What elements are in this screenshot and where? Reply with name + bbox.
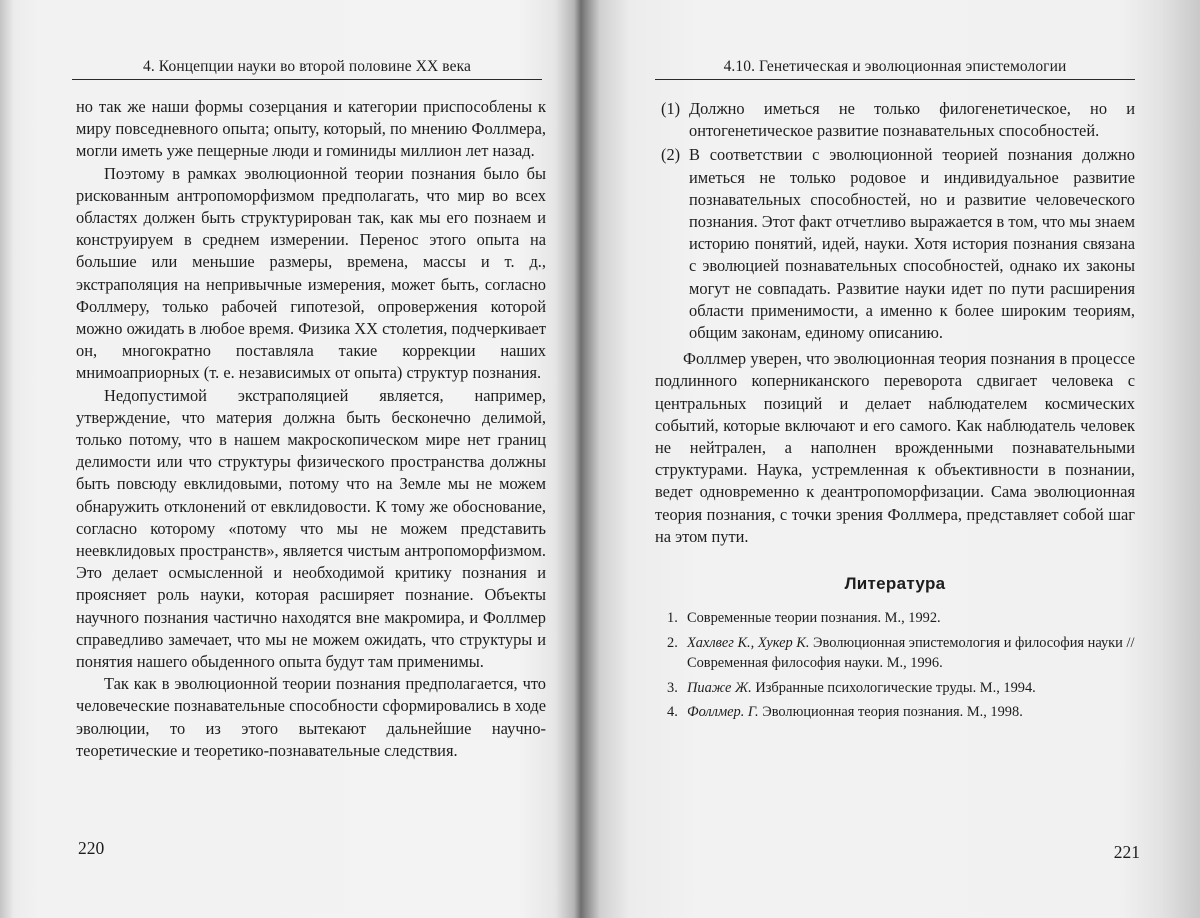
header-rule <box>655 79 1135 80</box>
item-text: В соответствии с эволюционной теорией познания должно иметься не только родовое и индивидуальное развитие познавательных способностей, но и развитие человеческого познания. Этот факт отчетливо выражается в том, что мы знаем историю понятий, идей, науки. Хотя история познания связана с эволюцией познавательных способностей, однако их законы могут не совпадать. Развитие науки идет по пути расширения области применимости, а именно к более широким теориям, общим законам, единому описанию. <box>689 145 1135 343</box>
header-rule <box>72 79 542 80</box>
literature-entry <box>655 608 1135 629</box>
entry-text: Эволюционная эпистемология и философия науки // Современная философия науки. М., 1996. <box>687 634 1135 672</box>
entry-number: 4. <box>667 704 678 721</box>
entry-text: Эволюционная теория познания. М., 1998. <box>758 704 1023 721</box>
numbered-item <box>655 144 1135 344</box>
literature-heading: Литература <box>844 574 946 594</box>
paragraph: Недопустимой экстраполяцией является, например, утверждение, что материя должна быть бесконечно делимой, только потому, что в нашем макроскопическом мире нет границ делимости или что структуры физического пространства должны быть повсюду евклидовыми, потому что на Земле мы не можем обнаружить отклонений от евклидовости. К тому же обоснование, согласно которому «потому что мы не можем представить неевклидовых пространств», является чистым антропоморфизмом. Это делает осмысленной и необходимой критику познания и проясняет роль науки, которая расширяет познание. Объекты научного познания частично находятся вне макромира, и Фоллмер справедливо замечает, что мы не можем ожидать, что структуры и понятия нашего обыденного опыта будут там применимы. <box>76 385 546 672</box>
literature-entry <box>655 678 1135 699</box>
running-head: 4.10. Генетическая и эволюционная эпистемологии <box>723 58 1067 75</box>
numbered-item <box>655 98 1135 142</box>
page-body <box>76 96 546 762</box>
paragraph: но так же наши формы созерцания и категории приспособлены к миру повседневного опыта; опыту, который, по мнению Фоллмера, могли иметь уже пещерные люди и гоминиды миллион лет назад. <box>76 97 546 161</box>
page-number: 221 <box>1113 842 1140 862</box>
item-number: (2) <box>661 145 681 165</box>
entry-text: Современные теории познания. М., 1992. <box>687 610 941 627</box>
item-number: (1) <box>661 99 681 118</box>
running-head: 4. Концепции науки во второй половине XX века <box>143 58 471 75</box>
paragraph: Так как в эволюционной теории познания предполагается, что человеческие познавательные способности сформировались в ходе эволюции, то из этого вытекают дальнейшие научно-теоретические и теоретико-познавательные следствия. <box>76 674 546 760</box>
left-page <box>56 0 546 918</box>
entry-author: Хахлвег К., Хукер К. <box>687 634 810 651</box>
item-text: Должно иметься не только филогенетическое, но и онтогенетическое развитие познавательных способностей. <box>689 99 1135 141</box>
entry-text: Избранные психологические труды. М., 1994. <box>751 679 1036 696</box>
paragraph: Фоллмер уверен, что эволюционная теория познания в процессе подлинного коперниканского переворота сдвигает человека с центральных позиций и делает наблюдателем космических событий, которые включают и его самого. Как наблюдатель человек не нейтрален, а наполнен врожденными познавательными структурами. Наука, устремленная к объективности в познании, ведет одновременно к деантропоморфизации. Сама эволюционная теория познания, с точки зрения Фоллмера, представляет собой шаг на этом пути. <box>655 349 1135 546</box>
entry-number: 1. <box>667 610 678 627</box>
right-page <box>655 0 1140 918</box>
paragraph: Поэтому в рамках эволюционной теории познания было бы рискованным антропоморфизмом предполагать, что мир во всех областях должен быть структурирован так, как мы его познаем и конструируем в среднем измерении. Перенос этого опыта на большие или меньшие размеры, времена, массы и т. д., экстраполяция на непривычные измерения, может быть, согласно Фоллмеру, только рабочей гипотезой, опровержения которой можно ожидать в любое время. Физика XX столетия, подчеркивает он, многократно поставляла такие коррекции наших мнимоаприорных (т. е. независимых от опыта) структур познания. <box>76 163 546 383</box>
page-number: 220 <box>78 838 105 858</box>
entry-author: Фоллмер. Г. <box>687 704 759 721</box>
page-body <box>655 98 1135 727</box>
entry-author: Пиаже Ж. <box>687 679 752 696</box>
entry-number: 3. <box>667 679 678 696</box>
literature-list <box>655 608 1135 723</box>
literature-entry <box>655 702 1135 723</box>
literature-entry <box>655 633 1135 674</box>
entry-number: 2. <box>667 634 678 651</box>
